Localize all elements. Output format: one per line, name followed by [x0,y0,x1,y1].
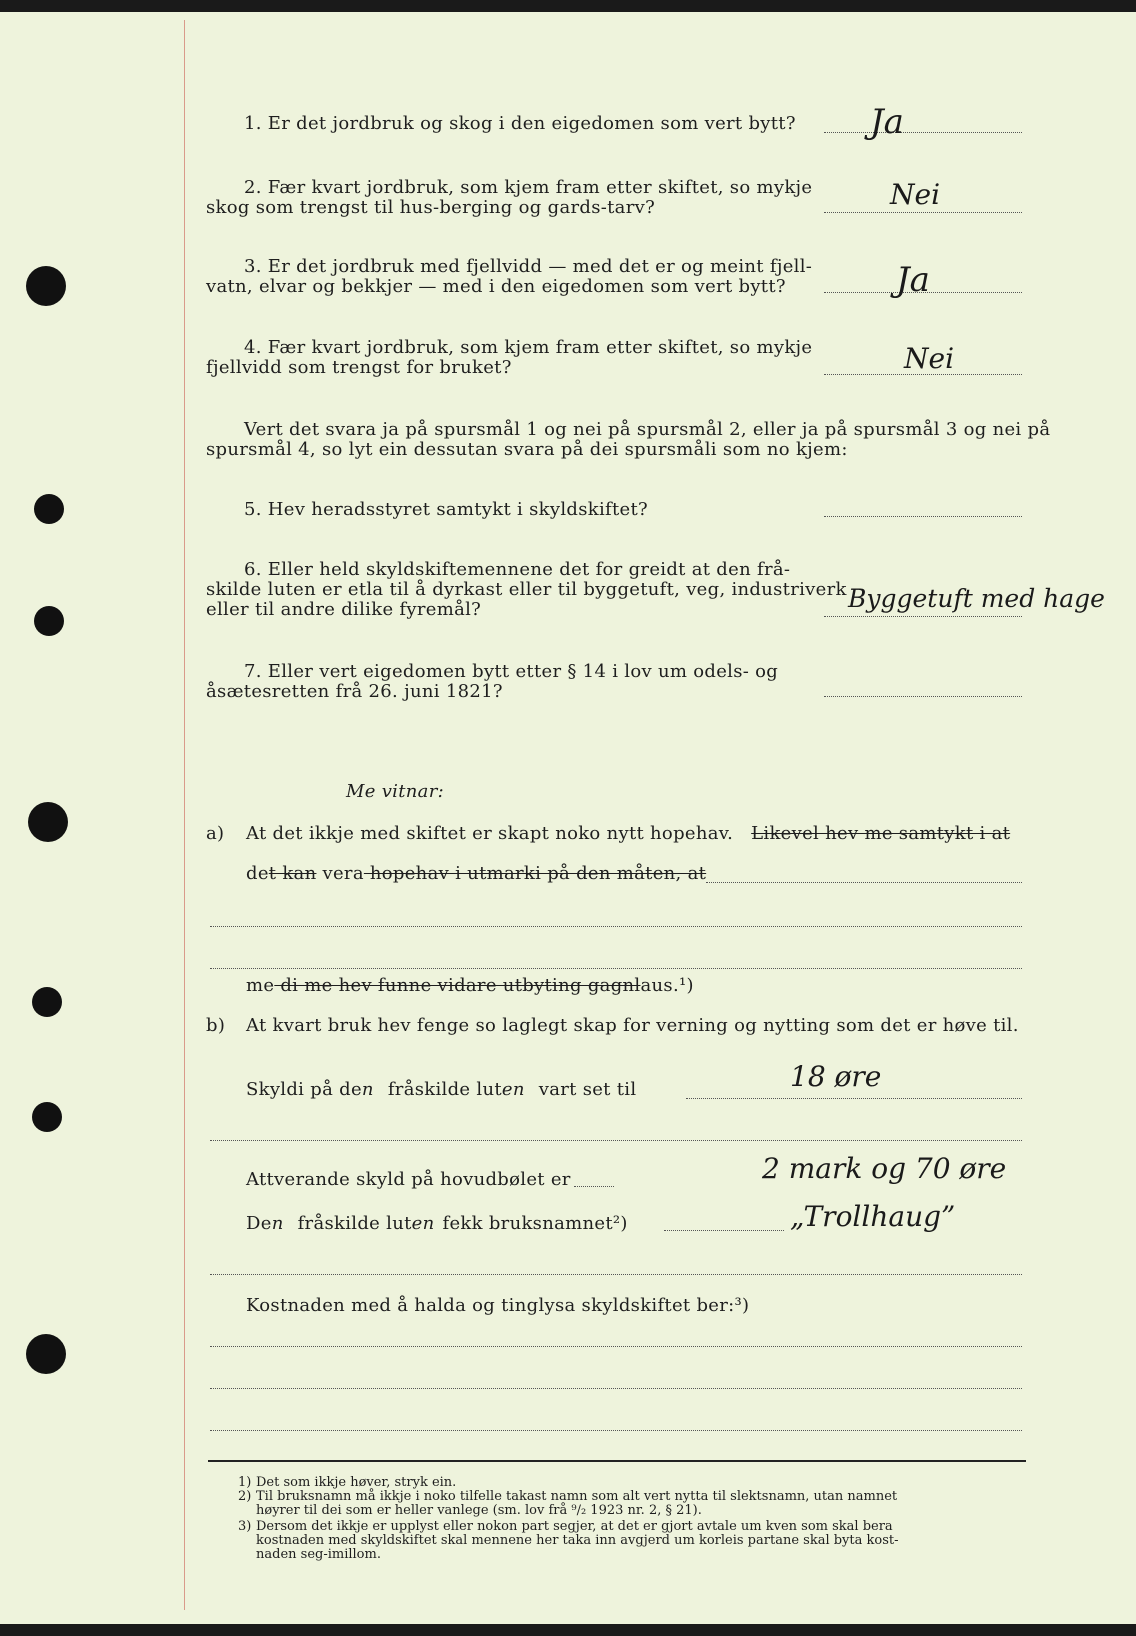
skyldi-row [246,1080,636,1100]
answer-3: Ja [896,260,930,300]
skyldi-hand-2: en [501,1079,525,1100]
blank-line [210,968,1022,969]
a-label: a) [206,823,225,844]
bruksnamn-part-1: De [246,1213,272,1234]
footnote-3-line-2: kostnaden med skyldskiftet skal mennene her taka inn avgjerd um korleis partane skal byta kost‑ [256,1533,899,1548]
attverande-answer: 2 mark og 70 øre [762,1152,1007,1185]
bruksnamn-row [246,1214,628,1234]
punch-hole [26,266,66,306]
a-line-2-struck: t kan [268,863,317,884]
punch-hole [32,987,62,1017]
skyldi-part-3: vart set til [538,1079,637,1100]
a-line-2-struck: hopehav i utmarki på den måten, at [363,863,707,884]
blank-line [210,1388,1022,1389]
question-1: 1. Er det jordbruk og skog i den eigedomen som vert bytt? [244,113,796,134]
question-6-line-1: 6. Eller held skyldskiftemennene det for greidt at den frå‑ [244,559,791,580]
a-text-main: At det ikkje med skiftet er skapt noko nytt hopehav. [246,823,734,844]
footnote-1-num: 1) [238,1475,252,1490]
a-text-struck: Likevel hev me samtykt i at [751,823,1011,844]
skyldi-part-1: Skyldi på de [246,1079,362,1100]
answer-line [824,616,1022,617]
a-line-4-kept: me [246,975,275,996]
a-text [246,824,1010,844]
punch-hole [34,606,64,636]
question-3-line-1: 3. Er det jordbruk med fjellvidd — med det er og meint fjell‑ [244,256,813,277]
a-line-2 [246,864,706,884]
bruksnamn-hand-2: en [411,1213,435,1234]
answer-4: Nei [904,342,955,375]
bruksnamn-part-3: fekk bruksnamnet²) [442,1213,628,1234]
question-3-line-2: vatn, elvar og bekkjer — med i den eigedomen som vert bytt? [206,276,786,297]
blank-line [210,1346,1022,1347]
b-text: At kvart bruk hev fenge so laglegt skap for verning og nytting som det er høve til. [246,1015,1019,1036]
footnote-2-line-2: høyrer til dei som er heller vanlege (sm. lov frå ⁹/₂ 1923 nr. 2, § 21). [256,1503,702,1518]
a-line-2-kept: vera [316,863,364,884]
b-label: b) [206,1015,226,1036]
blank-line [210,1430,1022,1431]
question-6-line-3: eller til andre dilike fyremål? [206,599,482,620]
answer-line [824,212,1022,213]
question-5: 5. Hev heradsstyret samtykt i skyldskiftet? [244,499,648,520]
intro-line-1: Vert det svara ja på spursmål 1 og nei på spursmål 2, eller ja på spursmål 3 og nei på [244,419,1051,440]
footnote-3-line-3: naden seg‑imillom. [256,1547,381,1562]
skyldi-answer: 18 øre [790,1060,882,1093]
attverande-label: Attverande skyld på hovudbølet er [246,1169,571,1190]
bruksnamn-answer: „Trollhaug” [790,1200,956,1233]
question-2-line-1: 2. Fær kvart jordbruk, som kjem fram etter skiftet, so mykje [244,177,813,198]
skyldi-hand-1: n [361,1079,374,1100]
blank-line [210,1140,1022,1141]
footnote-1-line-1: Det som ikkje høver, stryk ein. [256,1475,457,1490]
punch-hole [28,802,68,842]
answer-line [824,132,1022,133]
punch-hole [32,1102,62,1132]
footnote-2-line-1: Til bruksnamn må ikkje i noko tilfelle takast namn som alt vert nytta til slektsnamn, utan namnet [256,1489,898,1504]
answer-6: Byggetuft med hage [848,584,1105,613]
footnote-3-line-1: Dersom det ikkje er upplyst eller nokon part segjer, at det er gjort avtale um kven som skal bera [256,1519,893,1534]
punch-hole [26,1334,66,1374]
question-7-line-1: 7. Eller vert eigedomen bytt etter § 14 i lov um odels‑ og [244,661,779,682]
question-4-line-2: fjellvidd som trengst for bruket? [206,357,512,378]
answer-1: Ja [870,102,904,142]
punch-hole [34,494,64,524]
form-page [0,12,1136,1624]
question-4-line-1: 4. Fær kvart jordbruk, som kjem fram etter skiftet, so mykje [244,337,813,358]
blank-line [210,926,1022,927]
footnote-rule [208,1460,1026,1462]
kostnaden-label: Kostnaden med å halda og tinglysa skyldskiftet ber:³) [246,1295,750,1316]
footnote-2-num: 2) [238,1489,252,1504]
blank-line [706,882,1022,883]
answer-2: Nei [890,178,941,211]
intro-line-2: spursmål 4, so lyt ein dessutan svara på dei spursmåli som no kjem: [206,439,848,460]
answer-line [824,696,1022,697]
a-line-2-kept: de [246,863,269,884]
footnote-3-num: 3) [238,1519,252,1534]
bruksnamn-hand-1: n [271,1213,284,1234]
a-line-4-struck: di me hev funne vidare utbyting gagnl [274,975,641,996]
answer-line [824,516,1022,517]
skyldi-part-2: fråskilde lut [387,1079,502,1100]
answer-line [686,1098,1022,1099]
a-line-4-kept: aus.¹) [640,975,694,996]
margin-rule [184,20,185,1610]
question-7-line-2: åsætesretten frå 26. juni 1821? [206,681,503,702]
answer-line [574,1186,614,1187]
me-vitnar-heading: Me vitnar: [346,781,444,802]
question-2-line-2: skog som trengst til hus‑berging og gards‑tarv? [206,197,656,218]
question-6-line-2: skilde luten er etla til å dyrkast eller til byggetuft, veg, industriverk [206,579,847,600]
a-line-4 [246,976,694,996]
blank-line [210,1274,1022,1275]
answer-line [664,1230,784,1231]
bruksnamn-part-2: fråskilde lut [297,1213,412,1234]
